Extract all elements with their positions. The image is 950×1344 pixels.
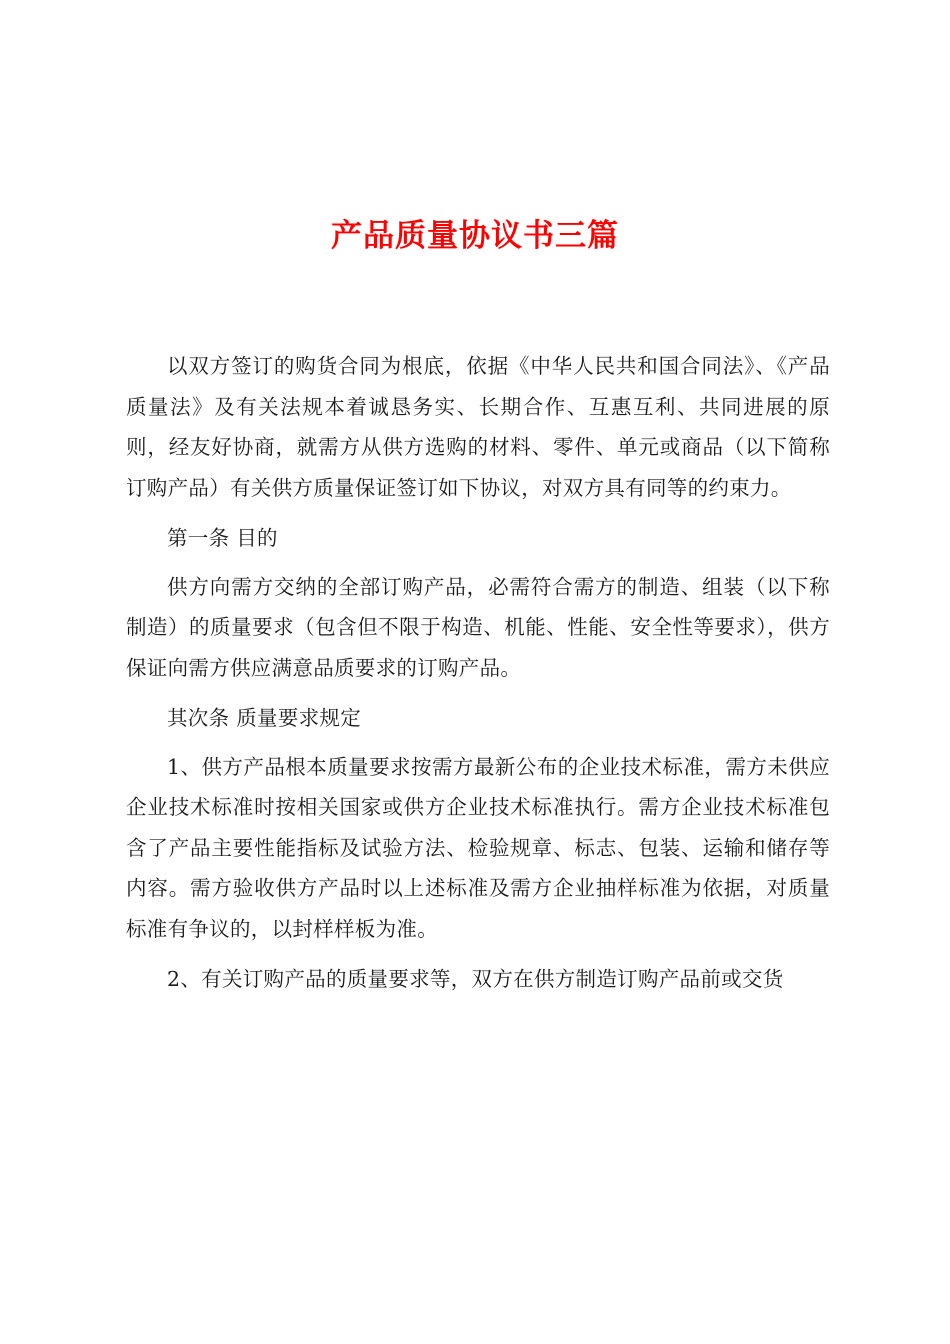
- document-body: [126, 346, 830, 1010]
- article-1-heading: 第一条 目的: [167, 526, 278, 550]
- paragraph-preamble: 以双方签订的购货合同为根底，依据《中华人民共和国合同法》、《产品质量法》及有关法规本着诚恳务实、长期合作、互惠互利、共同进展的原则，经友好协商，就需方从供方选购的材料、零件、单元或商品（以下简称订购产品）有关供方质量保证签订如下协议，对双方具有同等的约束力。: [126, 354, 830, 500]
- article-2-item-2: 2、有关订购产品的质量要求等，双方在供方制造订购产品前或交货: [167, 967, 784, 991]
- article-1-text: 供方向需方交纳的全部订购产品，必需符合需方的制造、组装（以下称制造）的质量要求（包含但不限于构造、机能、性能、安全性等要求），供方保证向需方供应满意品质要求的订购产品。: [126, 574, 830, 680]
- article-2-heading: 其次条 质量要求规定: [167, 706, 362, 730]
- document-title: 产品质量协议书三篇: [331, 218, 619, 254]
- article-2-item-1: 1、供方产品根本质量要求按需方最新公布的企业技术标准，需方未供应企业技术标准时按相关国家或供方企业技术标准执行。需方企业技术标准包含了产品主要性能指标及试验方法、检验规章、标志、包装、运输和储存等内容。需方验收供方产品时以上述标准及需方企业抽样标准为依据，对质量标准有争议的，以封样样板为准。: [126, 754, 830, 941]
